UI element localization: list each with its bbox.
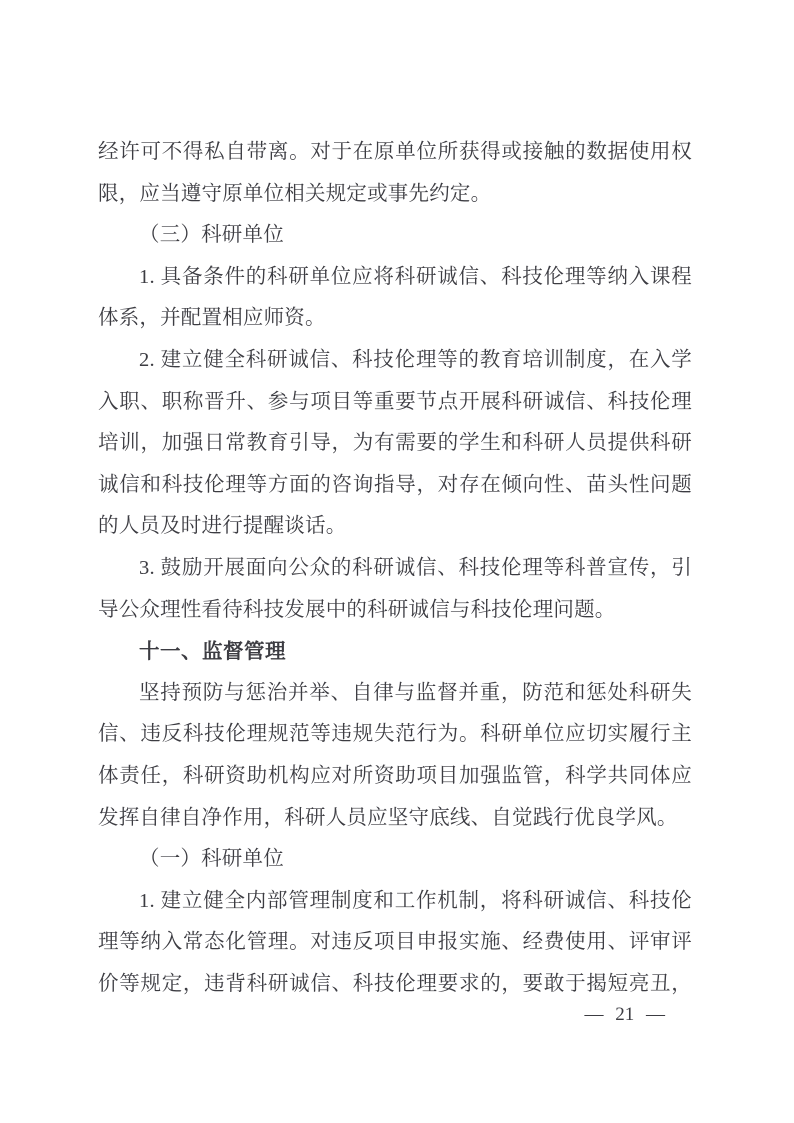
text-line: 理等纳入常态化管理。对违反项目申报实施、经费使用、评审评 xyxy=(98,931,692,954)
text-line: 经许可不得私自带离。对于在原单位所获得或接触的数据使用权 xyxy=(98,141,692,163)
text-line: 发挥自律自净作用，科研人员应坚守底线、自觉践行优良学风。 xyxy=(98,806,678,829)
page-number: — 21 — xyxy=(584,1004,665,1025)
text-line: 培训，加强日常教育引导，为有需要的学生和科研人员提供科研 xyxy=(98,432,692,455)
text-line: （一）科研单位 xyxy=(139,848,284,871)
text-line: 体系，并配置相应师资。 xyxy=(98,307,326,330)
text-line: 1. 具备条件的科研单位应将科研诚信、科技伦理等纳入课程 xyxy=(139,265,692,288)
text-line: 限，应当遵守原单位相关规定或事先约定。 xyxy=(98,182,492,205)
text-line: 坚持预防与惩治并举、自律与监督并重，防范和惩处科研失 xyxy=(139,681,692,704)
text-line: 信、违反科技伦理规范等违规失范行为。科研单位应切实履行主 xyxy=(98,723,692,746)
text-line: 入职、职称晋升、参与项目等重要节点开展科研诚信、科技伦理 xyxy=(98,390,692,413)
document-body xyxy=(98,132,692,1005)
text-line: 价等规定，违背科研诚信、科技伦理要求的，要敢于揭短亮丑， xyxy=(98,972,692,995)
text-line: 1. 建立健全内部管理制度和工作机制，将科研诚信、科技伦 xyxy=(139,889,692,912)
text-line: 3. 鼓励开展面向公众的科研诚信、科技伦理等科普宣传，引 xyxy=(139,556,692,579)
text-line: 导公众理性看待科技发展中的科研诚信与科技伦理问题。 xyxy=(98,598,616,621)
text-line: 2. 建立健全科研诚信、科技伦理等的教育培训制度，在入学 xyxy=(139,348,692,371)
text-line: （三）科研单位 xyxy=(139,224,284,247)
section-heading-line: 十一、监督管理 xyxy=(139,639,286,664)
text-line: 的人员及时进行提醒谈话。 xyxy=(98,515,347,538)
text-line: 体责任，科研资助机构应对所资助项目加强监管，科学共同体应 xyxy=(98,764,692,787)
text-line: 诚信和科技伦理等方面的咨询指导，对存在倾向性、苗头性问题 xyxy=(98,473,692,496)
